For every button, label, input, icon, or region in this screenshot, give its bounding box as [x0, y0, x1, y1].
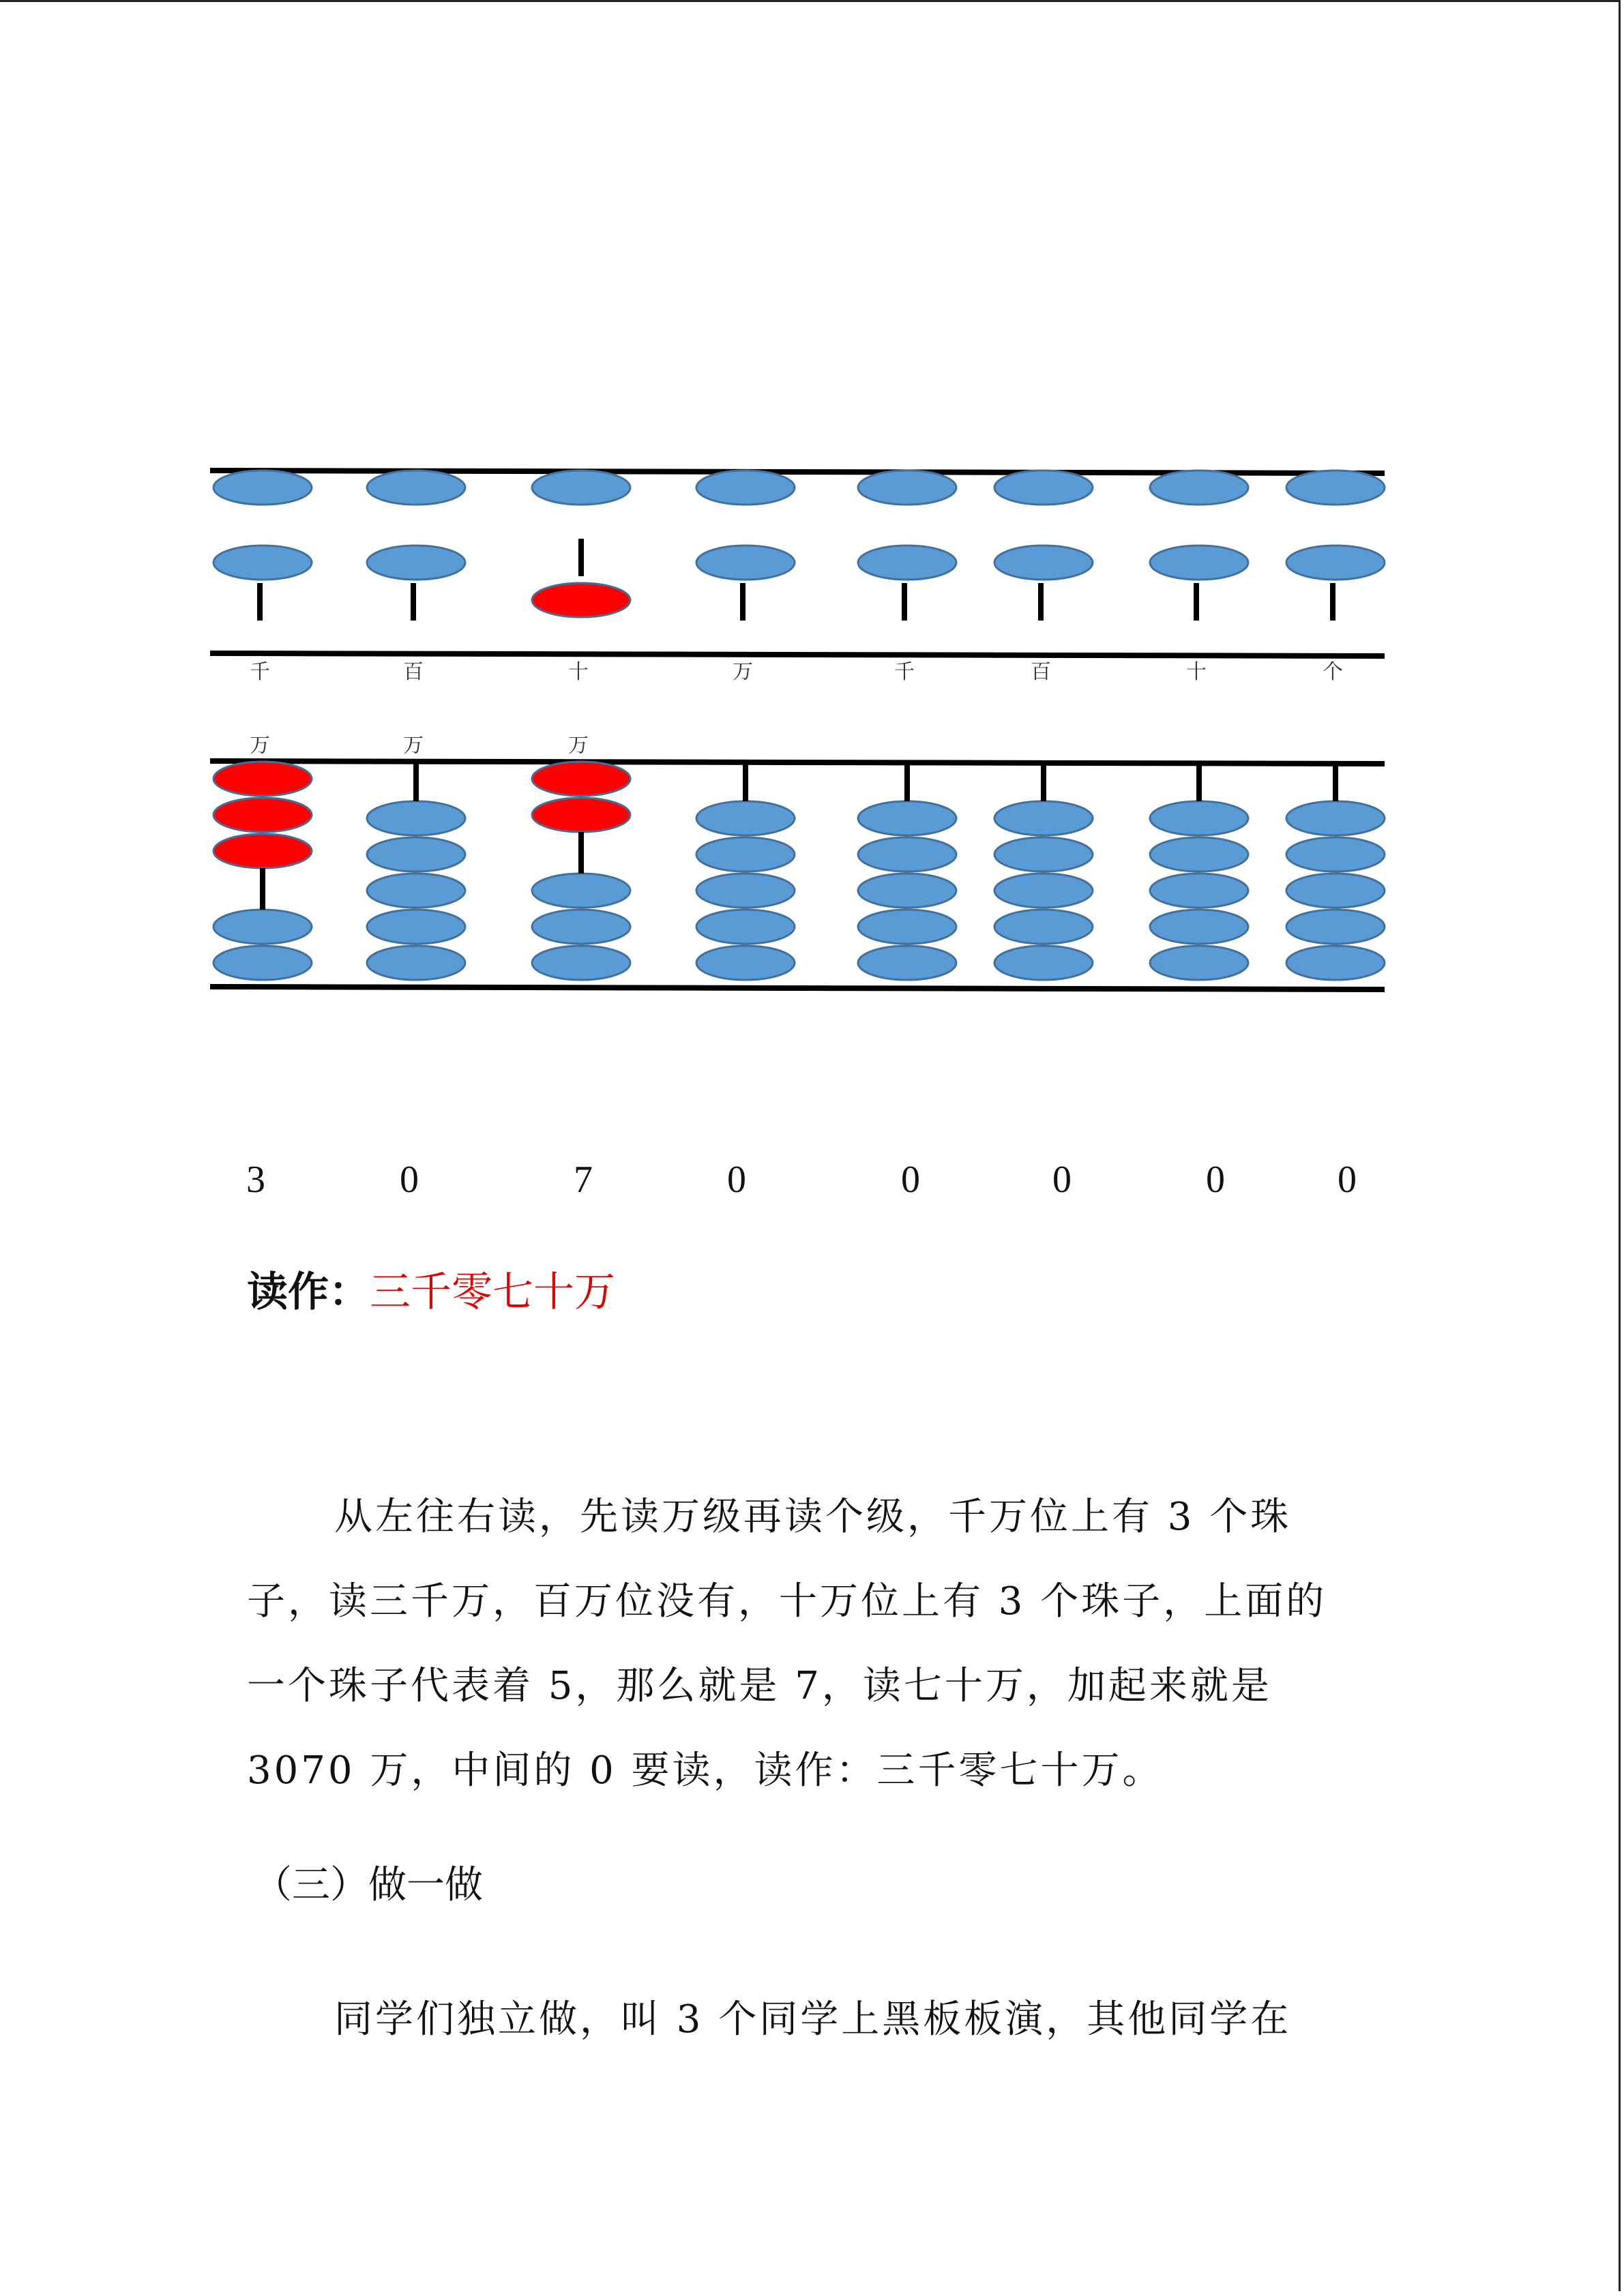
place-label: 万: [403, 734, 424, 758]
lower-bead: [1286, 874, 1385, 908]
upper-bead: [994, 471, 1093, 505]
lower-bead: [994, 874, 1093, 908]
digit-value: 0: [1206, 1159, 1225, 1201]
explanation-paragraph: 从左往右读，先读万级再读个级，千万位上有 3 个珠子，读三千万，百万位没有，十万位上有 3 个珠子，上面的一个珠子代表着 5，那么就是 7，读七十万，加起来就是 3070 万，中间的 0 要读，读作：三千零七十万。: [247, 1495, 1327, 1793]
place-label: 百: [403, 660, 424, 684]
upper-bead: [1286, 546, 1385, 580]
lower-bead: [696, 801, 795, 835]
upper-bead-active: [532, 583, 630, 617]
lower-bead-active: [213, 762, 312, 796]
place-label: 万: [250, 734, 270, 758]
upper-bead: [213, 471, 312, 505]
digit-value: 3: [246, 1159, 265, 1201]
lower-bead: [858, 946, 956, 980]
lower-bead: [1150, 801, 1248, 835]
abacus-lower-beam: [210, 761, 1385, 764]
lower-bead-active: [213, 798, 312, 832]
digit-value: 7: [574, 1159, 593, 1201]
lower-bead: [994, 946, 1093, 980]
lower-bead: [994, 801, 1093, 835]
upper-bead: [367, 546, 465, 580]
lower-bead: [532, 874, 630, 908]
upper-bead: [696, 471, 795, 505]
lower-bead: [1150, 874, 1248, 908]
digit-value: 0: [727, 1159, 746, 1201]
upper-bead: [1150, 471, 1248, 505]
upper-bead: [532, 471, 630, 505]
activity-paragraph: 同学们独立做，叫 3 个同学上黑板板演，其他同学在: [334, 1997, 1292, 2042]
upper-bead: [858, 546, 956, 580]
abacus-bottom-bar: [210, 987, 1385, 989]
lower-bead: [696, 946, 795, 980]
place-label: 万: [568, 734, 589, 758]
lower-bead: [367, 910, 465, 944]
section-heading: （三）做一做: [254, 1863, 483, 1907]
upper-bead: [367, 471, 465, 505]
lower-bead: [696, 874, 795, 908]
reading-label: 读作：: [247, 1268, 370, 1316]
lower-bead: [367, 801, 465, 835]
lower-bead: [696, 837, 795, 871]
upper-bead: [1286, 471, 1385, 505]
lower-bead: [367, 946, 465, 980]
abacus-upper-beam: [210, 653, 1385, 656]
lower-bead: [1286, 837, 1385, 871]
lower-bead: [1150, 837, 1248, 871]
lower-bead: [1286, 801, 1385, 835]
lower-bead: [1150, 910, 1248, 944]
digit-value: 0: [901, 1159, 920, 1201]
reading-line: [247, 1265, 615, 1320]
upper-bead: [1150, 546, 1248, 580]
place-label: 十: [568, 660, 589, 684]
lower-bead: [1286, 946, 1385, 980]
place-label: 百: [1031, 660, 1051, 684]
place-label: 千: [250, 660, 270, 684]
lower-bead: [532, 910, 630, 944]
lower-bead: [532, 946, 630, 980]
lower-bead: [858, 910, 956, 944]
lower-bead: [858, 801, 956, 835]
lower-bead: [367, 874, 465, 908]
lower-bead: [213, 910, 312, 944]
lower-bead: [1150, 946, 1248, 980]
upper-bead: [994, 546, 1093, 580]
lower-bead: [367, 837, 465, 871]
lower-bead: [696, 910, 795, 944]
place-label: 个: [1323, 660, 1343, 684]
digit-value: 0: [1338, 1159, 1357, 1201]
lower-bead: [213, 946, 312, 980]
upper-bead: [858, 471, 956, 505]
reading-value: 三千零七十万: [370, 1268, 615, 1316]
upper-bead: [213, 546, 312, 580]
place-label: 万: [733, 660, 753, 684]
lower-bead-active: [532, 798, 630, 832]
digit-value: 0: [1052, 1159, 1072, 1201]
lower-bead-active: [532, 762, 630, 796]
lower-bead-active: [213, 834, 312, 868]
upper-bead: [696, 546, 795, 580]
lower-bead: [858, 837, 956, 871]
lower-bead: [1286, 910, 1385, 944]
lower-bead: [994, 910, 1093, 944]
lower-bead: [858, 874, 956, 908]
place-label: 十: [1186, 660, 1207, 684]
digit-value: 0: [400, 1159, 419, 1201]
lower-bead: [994, 837, 1093, 871]
place-label: 千: [894, 660, 915, 684]
